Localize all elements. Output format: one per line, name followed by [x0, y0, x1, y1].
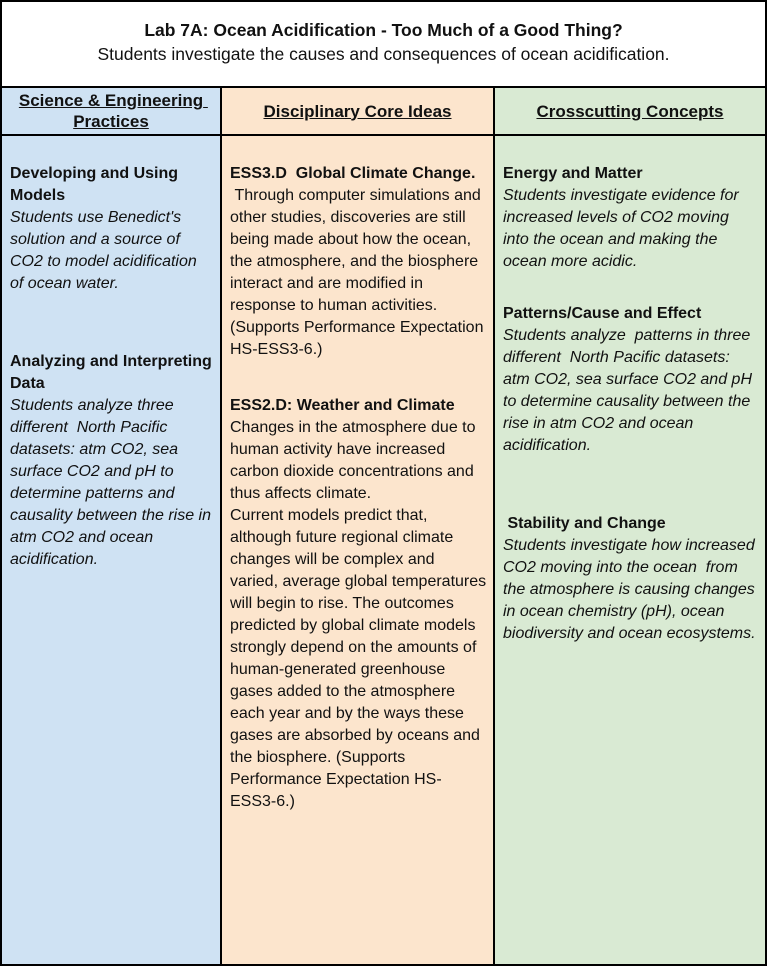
header-disciplinary-core-ideas [220, 88, 493, 136]
lab-title-cell [2, 2, 765, 88]
section-heading: Patterns/Cause and Effect [503, 305, 702, 322]
column-crosscutting-concepts [493, 136, 765, 964]
section-paragraph: Students use Benedict's solution and a source of CO2 to model acidification of ocean water. [10, 209, 202, 292]
header-label: Crosscutting Concepts [536, 101, 724, 121]
column-science-engineering-practices [2, 136, 220, 964]
section-paragraph: Students investigate evidence for increased levels of CO2 moving into the ocean and making the ocean more acidic. [503, 187, 744, 270]
section-paragraph: Students analyze patterns in three different North Pacific datasets: atm CO2, sea surface CO2 and pH to determine causality between the rise in atm CO2 and ocean acidification. [503, 327, 757, 454]
header-science-engineering-practices [2, 88, 220, 136]
section-energy-and-matter [503, 163, 759, 273]
section-paragraph: Students analyze three different North Pacific datasets: atm CO2, sea surface CO2 and pH to determine patterns and causality between the rise in atm CO2 and ocean acidification. [10, 397, 216, 568]
section-heading: Energy and Matter [503, 165, 643, 182]
section-ess2d-weather-and-climate [230, 395, 491, 813]
section-analyzing-and-interpreting-data [10, 351, 217, 571]
section-heading: ESS3.D Global Climate Change. [230, 165, 476, 182]
table-body-row [2, 136, 765, 964]
section-heading: Analyzing and Interpreting Data [10, 353, 217, 392]
section-developing-and-using-models [10, 163, 214, 295]
table-header-row [2, 88, 765, 136]
header-crosscutting-concepts [493, 88, 765, 136]
section-ess3d-global-climate-change [230, 163, 487, 361]
section-heading: Stability and Change [503, 515, 666, 532]
lab-title: Lab 7A: Ocean Acidification - Too Much of a Good Thing? [144, 20, 623, 40]
section-paragraph: Current models predict that, although future regional climate changes will be complex and varied, average global temperatures will begin to rise. The outcomes predicted by global climate models strongly depend on the amounts of human-generated greenhouse gases added to the atmosphere each year and by the ways these gases are absorbed by oceans and the biosphere. (Supports Performance Expectation HS-ESS3-6.) [230, 507, 491, 810]
header-label: Disciplinary Core Ideas [263, 101, 452, 121]
lab-subtitle: Students investigate the causes and consequences of ocean acidification. [97, 44, 670, 64]
section-paragraph: Through computer simulations and other studies, discoveries are still being made about how the ocean, the atmosphere, and the biosphere interact and are modified in response to human activities. (Supports Performance Expectation HS-ESS3-6.) [230, 187, 488, 358]
header-label: Science & Engineering Practices [18, 91, 208, 131]
section-stability-and-change [503, 513, 759, 645]
section-patterns-cause-and-effect [503, 303, 759, 457]
column-disciplinary-core-ideas [220, 136, 493, 964]
section-paragraph: Changes in the atmosphere due to human activity have increased carbon dioxide concentrations and thus affects climate. [230, 419, 480, 502]
section-paragraph: Students investigate how increased CO2 moving into the ocean from the atmosphere is causing changes in ocean chemistry (pH), ocean biodiversity and ocean ecosystems. [503, 537, 760, 642]
section-heading: ESS2.D: Weather and Climate [230, 397, 455, 414]
section-heading: Developing and Using Models [10, 165, 183, 204]
